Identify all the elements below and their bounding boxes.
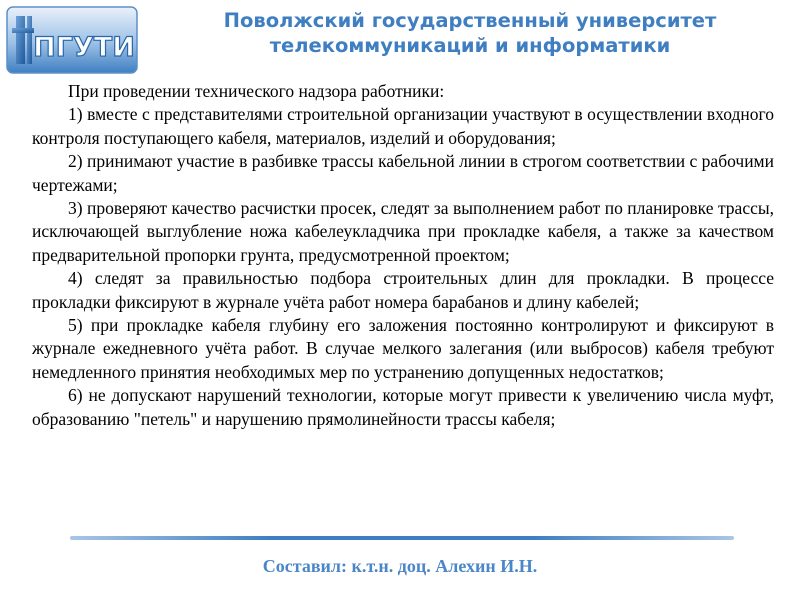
page-title xyxy=(160,8,780,58)
list-item: 4) следят за правильностью подбора строительных длин для прокладки. В процессе прокладки фиксируют в журнале учёта работ номера барабанов и длину кабелей; xyxy=(32,268,774,312)
page-title-line-1: Поволжский государственный университет xyxy=(223,9,717,32)
list-item: 6) не допускают нарушений технологии, которые могут привести к увеличению числа муфт, образованию "петель" и нарушению прямолинейности трассы кабеля; xyxy=(32,385,774,429)
document-body xyxy=(32,80,774,431)
footer-divider xyxy=(70,536,734,540)
intro-paragraph: При проведении технического надзора работники: xyxy=(68,81,445,101)
list-item: 2) принимают участие в разбивке трассы кабельной линии в строгом соответствии с рабочими чертежами; xyxy=(32,151,774,195)
page-title-line-2: телекоммуникаций и информатики xyxy=(269,34,671,57)
list-item: 5) при прокладке кабеля глубину его заложения постоянно контролируют и фиксируют в журнале ежедневного учёта работ. В случае мелкого залегания (или выбросов) кабеля требуют немедленного принятия необходимых мер по устранению допущенных недостатков; xyxy=(32,315,774,382)
university-logo xyxy=(6,6,138,74)
author-credit: Составил: к.т.н. доц. Алехин И.Н. xyxy=(262,556,538,576)
list-item: 1) вместе с представителями строительной организации участвуют в осуществлении входного контроля поступающего кабеля, материалов, изделий и оборудования; xyxy=(32,104,774,148)
list-item: 3) проверяют качество расчистки просек, следят за выполнением работ по планировке трассы, исключающей выглубление ножа кабелеукладчика при прокладке кабеля, а также за качеством предварительной пропорки грунта, предусмотренной проектом; xyxy=(32,198,774,265)
university-logo-icon xyxy=(6,6,138,74)
logo-text: ПГУТИ xyxy=(33,32,135,63)
